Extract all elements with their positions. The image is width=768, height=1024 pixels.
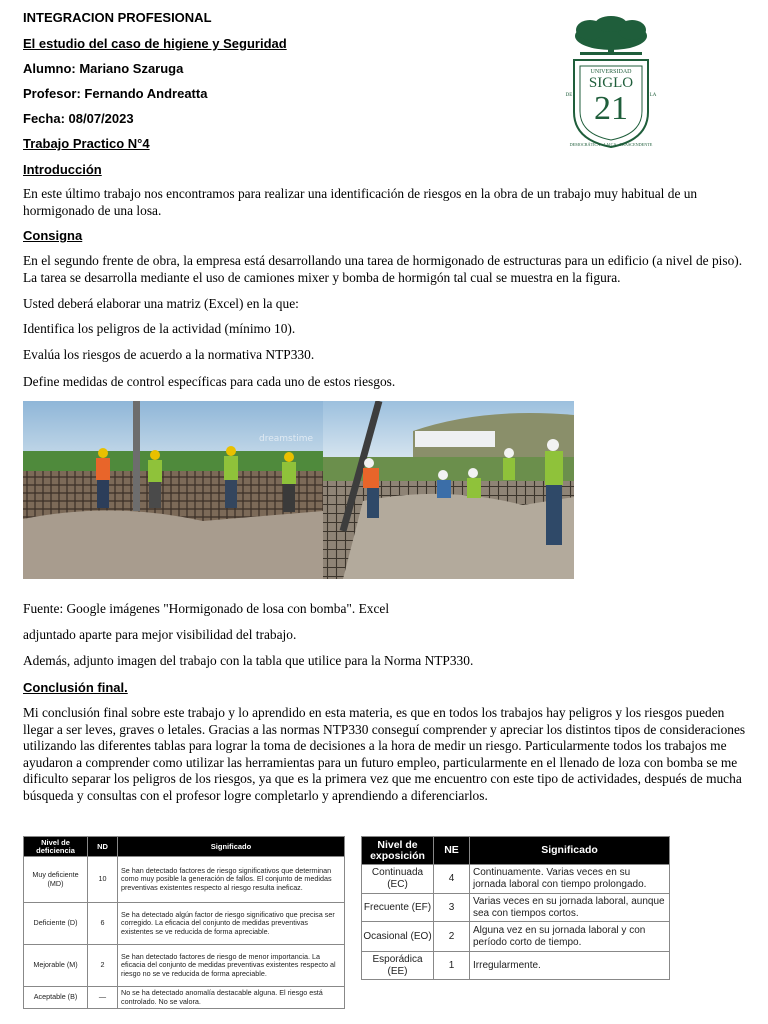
table-cell-value: 10 xyxy=(88,857,118,903)
construction-photo-right xyxy=(323,401,574,579)
intro-text: En este último trabajo nos encontramos para realizar una identificación de riesgos en la obra de un trabajo muy habitual de un hormigonado de una losa. xyxy=(23,186,698,218)
siglo21-seal-icon xyxy=(560,16,662,151)
table-cell-level: Continuada (EC) xyxy=(362,865,434,894)
intro-heading: Introducción xyxy=(23,162,102,177)
svg-text:DEMOCRÁTICA · LAICA · TRASCEND: DEMOCRÁTICA · LAICA · TRASCENDENTE xyxy=(569,142,653,147)
table-cell-level: Esporádica (EE) xyxy=(362,952,434,980)
table-cell-meaning: Continuamente. Varias veces en su jornada laboral con tiempo prolongado. xyxy=(470,865,670,894)
deficiency-level-table xyxy=(23,836,345,1009)
professor-name: Profesor: Fernando Andreatta xyxy=(23,86,208,101)
consigna-heading: Consigna xyxy=(23,228,83,243)
course-title: INTEGRACION PROFESIONAL xyxy=(23,10,212,25)
table-row xyxy=(24,857,345,903)
table-cell-meaning: Irregularmente. xyxy=(470,952,670,980)
table-cell-value: 1 xyxy=(434,952,470,980)
svg-text:21: 21 xyxy=(594,90,628,127)
table-header: Significado xyxy=(470,837,670,865)
consigna-item-controls: Define medidas de control específicas para cada uno de estos riesgos. xyxy=(23,374,396,389)
construction-photo-left xyxy=(23,401,323,579)
table-cell-value: 2 xyxy=(434,922,470,952)
table-cell-level: Ocasional (EO) xyxy=(362,922,434,952)
table-cell-level: Mejorable (M) xyxy=(24,945,88,987)
table-row xyxy=(24,903,345,945)
table-row xyxy=(362,922,670,952)
table-cell-level: Muy deficiente (MD) xyxy=(24,857,88,903)
table-cell-value: 4 xyxy=(434,865,470,894)
consigna-item-evaluate: Evalúa los riesgos de acuerdo a la normativa NTP330. xyxy=(23,347,315,362)
university-logo xyxy=(560,16,662,151)
svg-text:DE: DE xyxy=(565,93,573,98)
source-line-1: Fuente: Google imágenes "Hormigonado de losa con bomba". Excel xyxy=(23,601,390,616)
table-cell-meaning: Se han detectado factores de riesgo de menor importancia. La eficacia del conjunto de medidas preventivas existentes respecto al riesgo no se ve reducida de forma apreciable. xyxy=(118,945,345,987)
svg-text:dreamstime: dreamstime xyxy=(259,434,314,444)
consigna-paragraph: En el segundo frente de obra, la empresa está desarrollando una tarea de hormigonado de estructuras para un edificio (a nivel de piso). La tarea se desarrolla mediante el uso de camiones mixer y bomba de hormigón tal cual se muestra en la figura. xyxy=(23,253,743,285)
table-header: Nivel de deficiencia xyxy=(24,837,88,857)
source-line-2: adjuntado aparte para mejor visibilidad del trabajo. xyxy=(23,627,297,642)
exposure-level-table xyxy=(361,836,670,980)
table-cell-meaning: Varias veces en su jornada laboral, aunque sea con tiempos cortos. xyxy=(470,894,670,922)
svg-text:LA: LA xyxy=(649,93,657,98)
table-header: Significado xyxy=(118,837,345,857)
table-cell-level: Deficiente (D) xyxy=(24,903,88,945)
source-line-3: Además, adjunto imagen del trabajo con la tabla que utilice para la Norma NTP330. xyxy=(23,653,474,668)
table-cell-value: — xyxy=(88,987,118,1009)
table-cell-meaning: Se han detectado factores de riesgo significativos que determinan como muy posible la generación de fallos. El conjunto de medidas preventivas existentes respecto al riesgo resulta ineficaz. xyxy=(118,857,345,903)
conclusion-text: Mi conclusión final sobre este trabajo y lo aprendido en esta materia, es que en todos los trabajos hay peligros y los riesgos pueden llegar a ser leves, graves o letales. Gracias a las normas NTP330 conseguí comprender y apreciar los distintos tipos de consideraciones utilizando las diferentes tablas para lograr la toma de decisiones a la hora de medir un riesgo. Particularmente todos los trabajos me ayudaron a comprender como utilizar las herramientas para un futuro empleo, particularmente en el llenado de loza con bomba se me dificulto separar los peligros de los riesgos, ya que es la primera vez que me encuentro con este tipo de actividades, después de mucha búsqueda y consultas con el profesor logre completarlo y aprendiendo a diferenciarlos. xyxy=(23,705,746,803)
date-line: Fecha: 08/07/2023 xyxy=(23,111,134,126)
student-name: Alumno: Mariano Szaruga xyxy=(23,61,184,76)
consigna-instruction: Usted deberá elaborar una matriz (Excel) en la que: xyxy=(23,296,299,311)
table-cell-meaning: Se ha detectado algún factor de riesgo significativo que precisa ser corregido. La eficacia del conjunto de medidas preventivas existentes se ve reducida de forma apreciable. xyxy=(118,903,345,945)
table-row xyxy=(24,945,345,987)
table-header: NE xyxy=(434,837,470,865)
table-header: Nivel de exposición xyxy=(362,837,434,865)
table-cell-value: 6 xyxy=(88,903,118,945)
table-cell-value: 3 xyxy=(434,894,470,922)
assignment-title: Trabajo Practico N°4 xyxy=(23,136,150,151)
table-cell-meaning: Alguna vez en su jornada laboral y con período corto de tiempo. xyxy=(470,922,670,952)
table-cell-level: Frecuente (EF) xyxy=(362,894,434,922)
case-title: El estudio del caso de higiene y Seguridad xyxy=(23,36,287,51)
table-cell-value: 2 xyxy=(88,945,118,987)
table-cell-level: Aceptable (B) xyxy=(24,987,88,1009)
svg-text:SIGLO: SIGLO xyxy=(588,75,634,91)
table-row xyxy=(24,987,345,1009)
table-header: ND xyxy=(88,837,118,857)
conclusion-heading: Conclusión final. xyxy=(23,680,128,695)
table-row xyxy=(362,865,670,894)
svg-text:UNIVERSIDAD: UNIVERSIDAD xyxy=(590,69,632,75)
table-row xyxy=(362,952,670,980)
table-cell-meaning: No se ha detectado anomalía destacable alguna. El riesgo está controlado. No se valora. xyxy=(118,987,345,1009)
table-row xyxy=(362,894,670,922)
consigna-item-hazards: Identifica los peligros de la actividad (mínimo 10). xyxy=(23,321,296,336)
